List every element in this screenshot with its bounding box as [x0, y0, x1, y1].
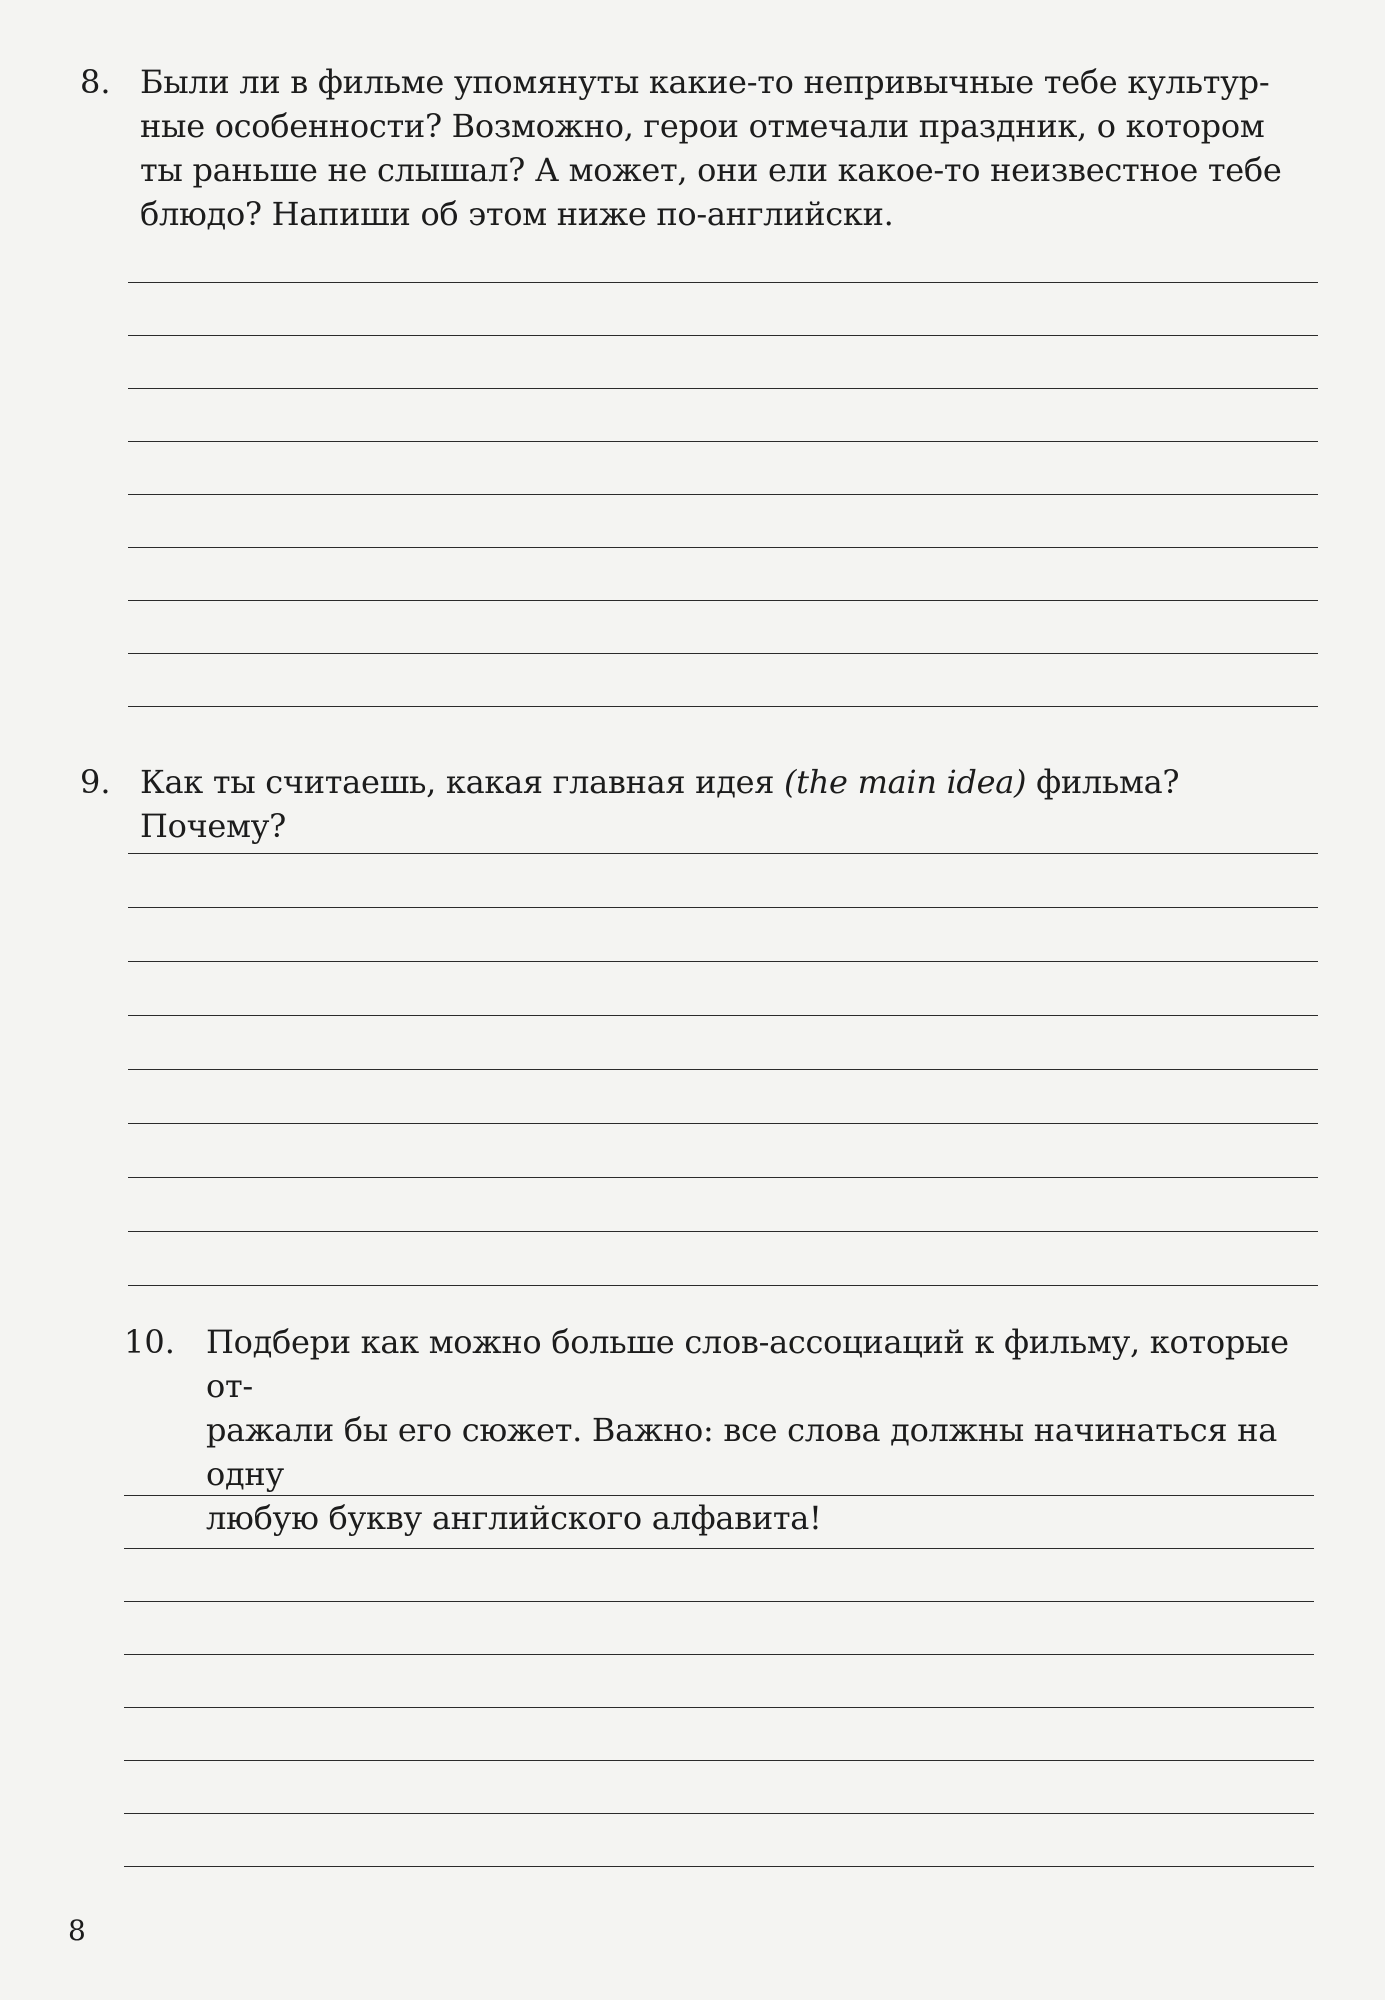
answer-line[interactable] [124, 1813, 1314, 1814]
answer-line[interactable] [128, 335, 1318, 336]
prompt-line: ные особенности? Возможно, герои отмечали праздник, о котором [140, 107, 1265, 145]
prompt-line: ты раньше не слышал? А может, они ели какое-то неизвестное тебе [140, 151, 1282, 189]
prompt-line: ражали бы его сюжет. Важно: все слова должны начинаться на одну [206, 1411, 1277, 1493]
prompt-italic-text: (the main idea) [784, 763, 1027, 801]
answer-line[interactable] [124, 1707, 1314, 1708]
prompt-line: любую букву английского алфавита! [206, 1499, 822, 1537]
answer-line[interactable] [128, 907, 1318, 908]
answer-line[interactable] [128, 547, 1318, 548]
prompt-line: Подбери как можно больше слов-ассоциаций к фильму, которые от- [206, 1323, 1289, 1405]
answer-line[interactable] [128, 441, 1318, 442]
answer-line[interactable] [124, 1495, 1314, 1496]
prompt-line: Были ли в фильме упомянуты какие-то непривычные тебе культур- [140, 63, 1270, 101]
prompt-line: блюдо? Напиши об этом ниже по-английски. [140, 195, 894, 233]
answer-line[interactable] [128, 1285, 1318, 1286]
answer-line[interactable] [124, 1866, 1314, 1867]
answer-line[interactable] [128, 1177, 1318, 1178]
task-prompt [206, 1320, 1320, 1540]
answer-line[interactable] [124, 1548, 1314, 1549]
answer-line[interactable] [128, 600, 1318, 601]
answer-line[interactable] [128, 1015, 1318, 1016]
answer-line[interactable] [128, 1123, 1318, 1124]
answer-line[interactable] [128, 388, 1318, 389]
page-number: 8 [68, 1914, 86, 1947]
answer-line[interactable] [128, 653, 1318, 654]
task-prompt [140, 60, 1320, 236]
prompt-text: Как ты считаешь, какая главная идея [140, 763, 784, 801]
answer-line[interactable] [128, 282, 1318, 283]
answer-line[interactable] [124, 1601, 1314, 1602]
answer-line[interactable] [128, 961, 1318, 962]
answer-line[interactable] [128, 1231, 1318, 1232]
answer-line[interactable] [128, 853, 1318, 854]
task-number: 8. [80, 63, 111, 101]
answer-line[interactable] [124, 1760, 1314, 1761]
answer-line[interactable] [124, 1654, 1314, 1655]
answer-line[interactable] [128, 494, 1318, 495]
task-prompt [140, 760, 1320, 848]
answer-line[interactable] [128, 1069, 1318, 1070]
task-number: 9. [80, 763, 111, 801]
task-number: 10. [124, 1323, 175, 1361]
answer-line[interactable] [128, 706, 1318, 707]
prompt-text: фильма? Почему? [140, 763, 1180, 845]
